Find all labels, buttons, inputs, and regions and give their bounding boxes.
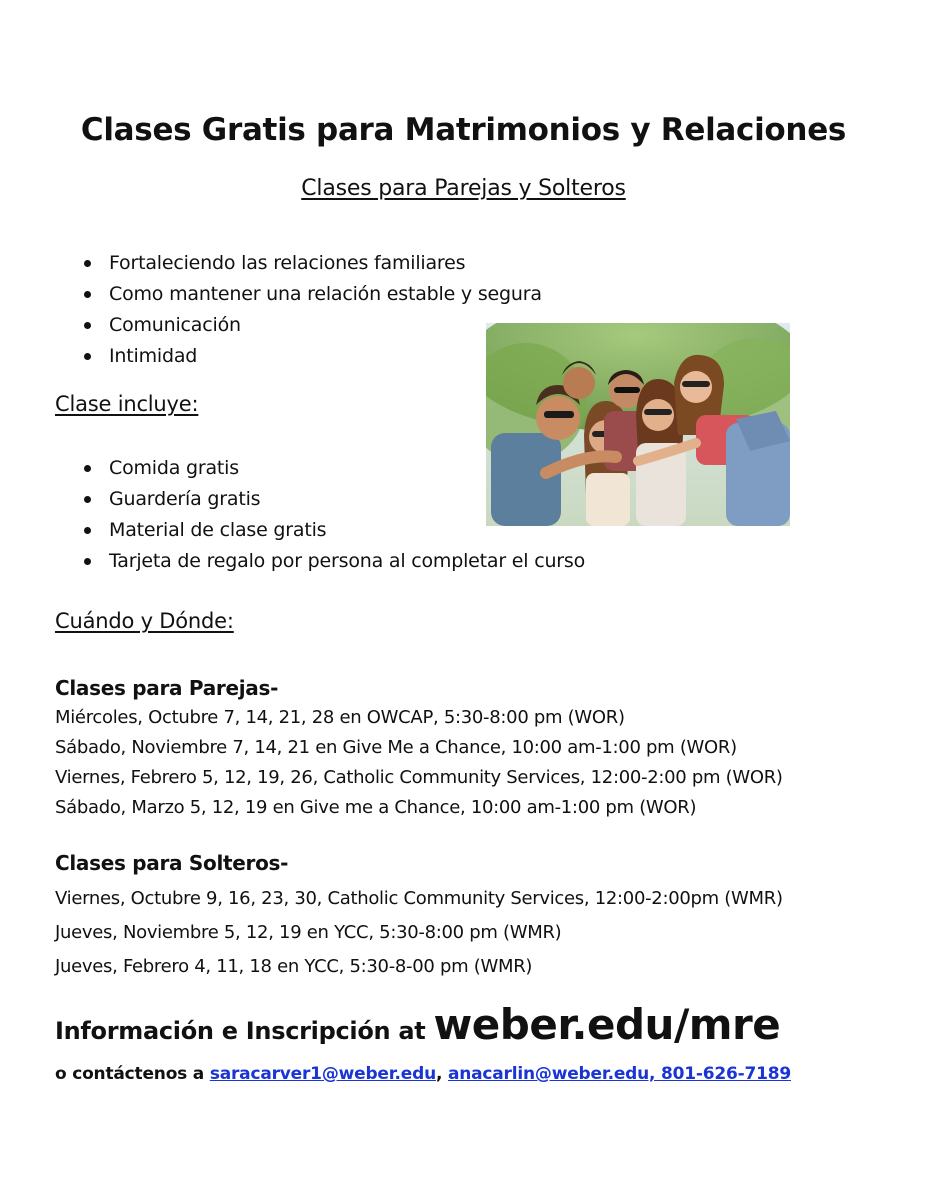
registration-url[interactable]: weber.edu/mre [433, 1000, 781, 1049]
list-item: Material de clase gratis [80, 515, 585, 546]
schedule-row: Sábado, Marzo 5, 12, 19 en Give me a Chance, 10:00 am-1:00 pm (WOR) [55, 797, 697, 818]
list-item: Comunicación [80, 310, 542, 341]
email-link-sara[interactable]: saracarver1@weber.edu [209, 1064, 436, 1084]
topics-list [80, 248, 542, 372]
includes-label: Clase incluye: [55, 392, 199, 416]
contact-prefix: o contáctenos a [55, 1064, 210, 1084]
contact-separator: , [435, 1064, 448, 1084]
list-item: Guardería gratis [80, 484, 585, 515]
page-title: Clases Gratis para Matrimonios y Relaciones [80, 112, 847, 148]
list-item: Fortaleciendo las relaciones familiares [80, 248, 542, 279]
list-item: Intimidad [80, 341, 542, 372]
schedule-row: Miércoles, Octubre 7, 14, 21, 28 en OWCAP, 5:30-8:00 pm (WOR) [55, 707, 625, 728]
solteros-schedule [55, 882, 783, 984]
list-item: Tarjeta de regalo por persona al completar el curso [80, 546, 585, 577]
schedule-row: Jueves, Febrero 4, 11, 18 en YCC, 5:30-8-00 pm (WMR) [55, 956, 533, 977]
schedule-row: Jueves, Noviembre 5, 12, 19 en YCC, 5:30-8:00 pm (WMR) [55, 922, 562, 943]
parejas-heading: Clases para Parejas- [55, 676, 279, 700]
solteros-heading: Clases para Solteros- [55, 851, 289, 875]
contact-line [55, 1064, 791, 1084]
list-item: Como mantener una relación estable y segura [80, 279, 542, 310]
page-subtitle: Clases para Parejas y Solteros [301, 176, 626, 201]
schedule-row: Viernes, Octubre 9, 16, 23, 30, Catholic Community Services, 12:00-2:00pm (WMR) [55, 888, 783, 909]
schedule-row: Viernes, Febrero 5, 12, 19, 26, Catholic Community Services, 12:00-2:00 pm (WOR) [55, 767, 783, 788]
schedule-row: Sábado, Noviembre 7, 14, 21 en Give Me a Chance, 10:00 am-1:00 pm (WOR) [55, 737, 737, 758]
list-item: Comida gratis [80, 453, 585, 484]
includes-list [80, 453, 585, 577]
registration-info [55, 1000, 780, 1049]
email-phone-link-ana[interactable]: anacarlin@weber.edu, 801-626-7189 [447, 1064, 792, 1084]
registration-prefix: Información e Inscripción at [55, 1017, 434, 1045]
parejas-schedule [55, 703, 783, 823]
when-where-label: Cuándo y Dónde: [55, 609, 234, 633]
